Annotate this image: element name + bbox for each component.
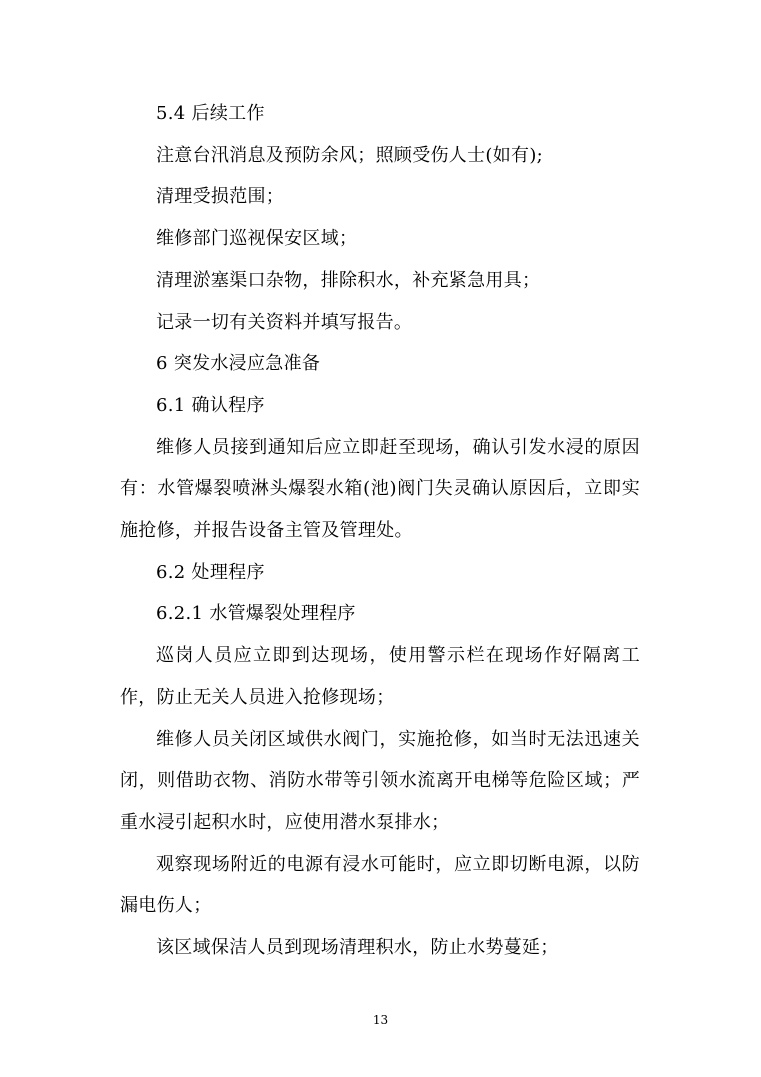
section-heading-6-2: 6.2 处理程序 [156, 561, 265, 583]
section-heading-6: 6 突发水浸应急准备 [156, 353, 321, 375]
section-heading-6-2-1: 6.2.1 水管爆裂处理程序 [156, 603, 356, 625]
paragraph: 该区域保洁人员到现场清理积水，防止水势蔓延； [156, 937, 559, 959]
paragraph: 观察现场附近的电源有浸水可能时，应立即切断电源，以防漏电伤人； [120, 853, 640, 917]
paragraph: 记录一切有关资料并填写报告。 [156, 311, 413, 333]
page-number: 13 [372, 1013, 389, 1027]
paragraph: 注意台汛消息及预防余风；照顾受伤人士(如有); [156, 144, 544, 166]
section-heading-5-4: 5.4 后续工作 [156, 103, 265, 124]
paragraph: 巡岗人员应立即到达现场，使用警示栏在现场作好隔离工作，防止无关人员进入抢修现场； [120, 645, 640, 708]
section-heading-6-1: 6.1 确认程序 [156, 394, 265, 416]
paragraph: 清理受损范围； [156, 186, 285, 208]
paragraph: 维修人员接到通知后应立即赶至现场，确认引发水浸的原因有：水管爆裂喷淋头爆裂水箱(池)阀门失灵确认原因后，立即实施抢修，并报告设备主管及管理处。 [120, 436, 640, 542]
paragraph: 维修人员关闭区域供水阀门，实施抢修，如当时无法迅速关闭，则借助衣物、消防水带等引领水流离开电梯等危险区域；严重水浸引起积水时，应使用潜水泵排水； [120, 728, 640, 833]
document-body [120, 93, 640, 969]
paragraph: 清理淤塞渠口杂物，排除积水，补充紧急用具； [156, 269, 541, 291]
paragraph: 维修部门巡视保安区域； [156, 228, 358, 250]
